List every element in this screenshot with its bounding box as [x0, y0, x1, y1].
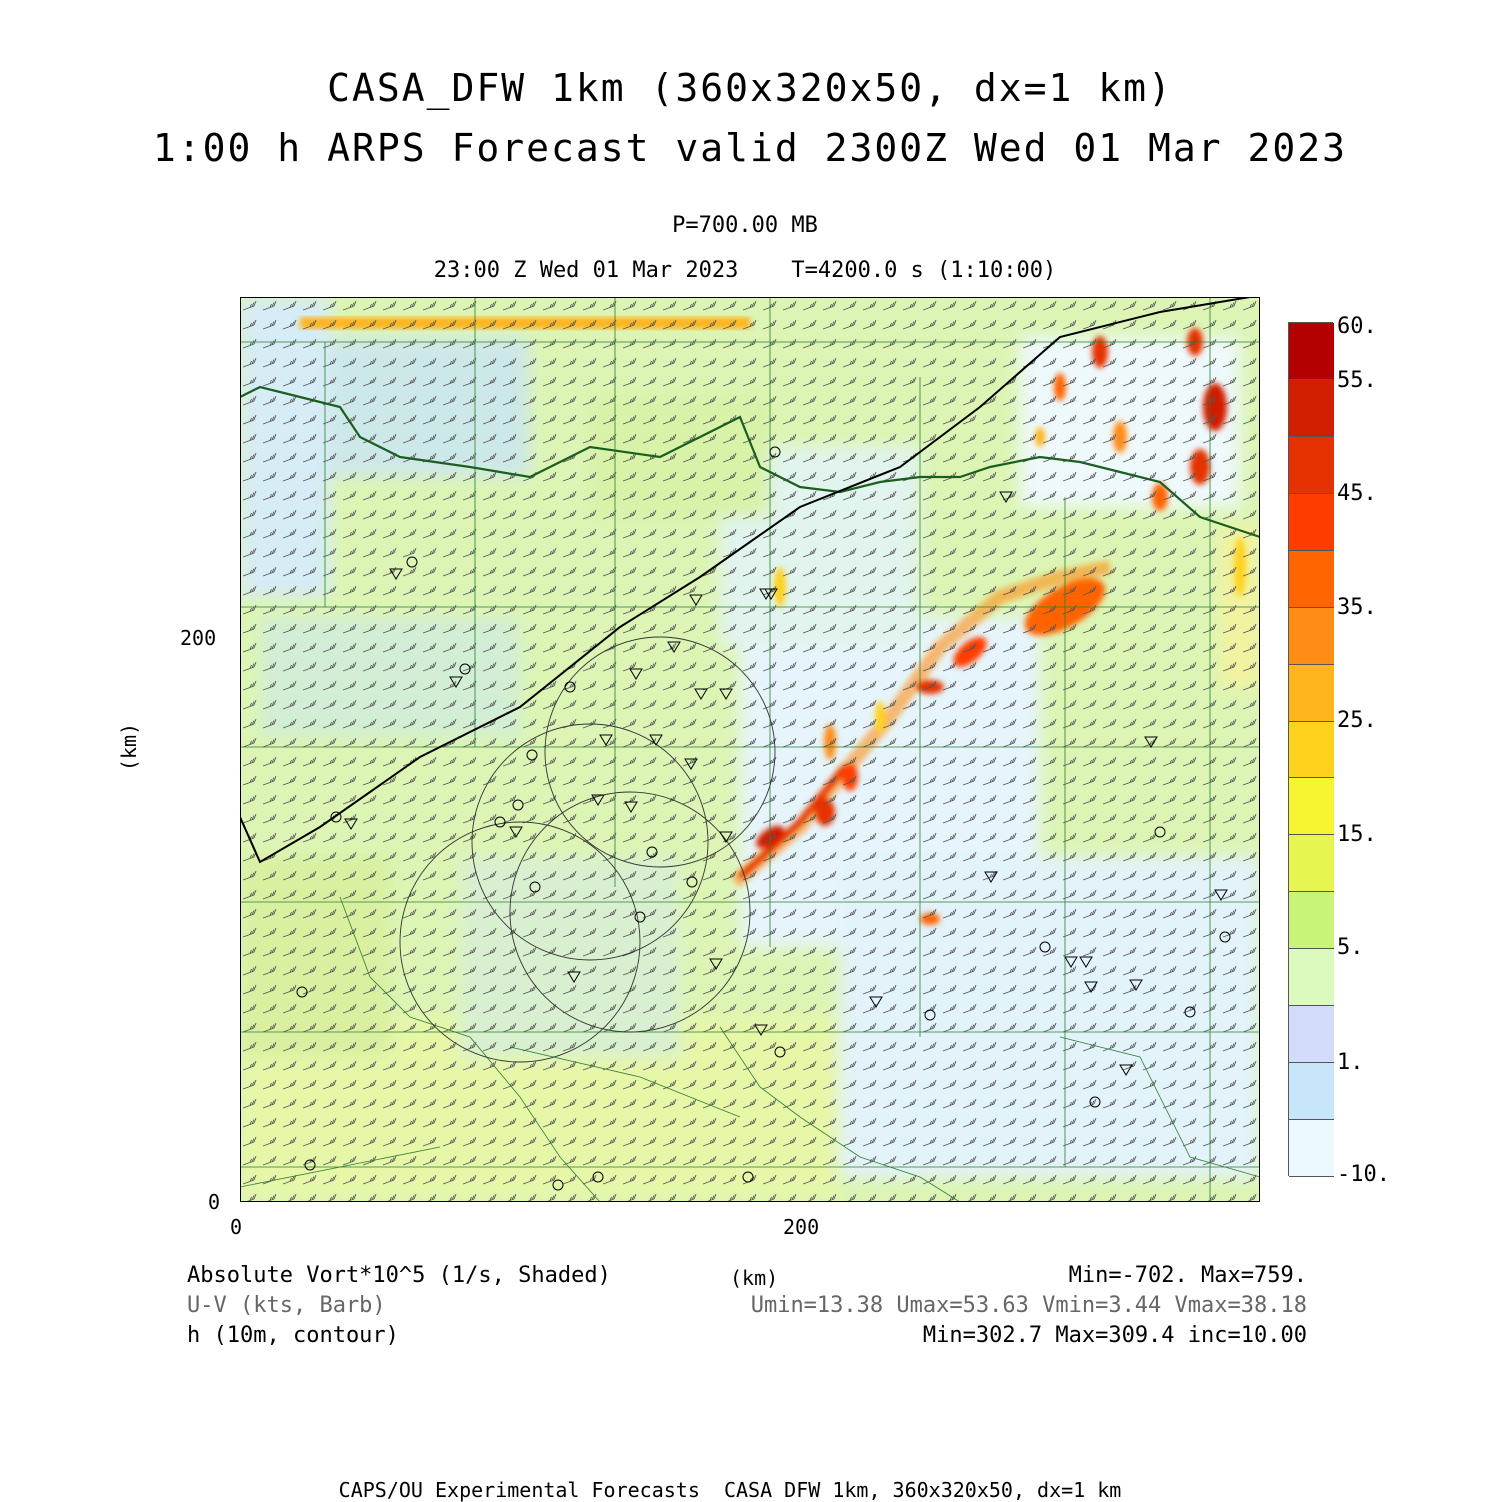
colorbar-swatch	[1289, 1006, 1334, 1063]
legend-field-vorticity: Absolute Vort*10^5 (1/s, Shaded)	[187, 1263, 611, 1288]
colorbar-swatch	[1289, 323, 1334, 380]
colorbar-label: 1.	[1337, 1050, 1364, 1075]
legend-stats-height: Min=302.7 Max=309.4 inc=10.00	[922, 1323, 1307, 1348]
colorbar-swatch	[1289, 835, 1334, 892]
x-tick-label: 0	[230, 1215, 243, 1239]
colorbar-swatch	[1289, 437, 1334, 494]
colorbar-swatch	[1289, 949, 1334, 1006]
x-axis-unit: (km)	[730, 1266, 779, 1290]
colorbar-swatch	[1289, 551, 1334, 608]
valid-time: 23:00 Z Wed 01 Mar 2023 T=4200.0 s (1:10:00)	[433, 258, 1057, 283]
colorbar-swatch	[1289, 380, 1334, 437]
colorbar-swatch	[1289, 494, 1334, 551]
y-tick-label: 0	[208, 1190, 221, 1214]
legend-field-height: h (10m, contour)	[187, 1323, 399, 1348]
colorbar-label: 25.	[1337, 708, 1377, 733]
y-axis-unit: (km)	[117, 722, 142, 772]
colorbar-label: -10.	[1337, 1162, 1390, 1187]
legend-stats-vorticity: Min=-702. Max=759.	[1068, 1263, 1307, 1288]
colorbar-swatch	[1289, 722, 1334, 779]
y-tick-label: 200	[180, 626, 217, 650]
colorbar-label: 5.	[1337, 935, 1364, 960]
forecast-map	[240, 297, 1260, 1202]
colorbar-label: 55.	[1337, 368, 1377, 393]
colorbar-label: 45.	[1337, 481, 1377, 506]
colorbar-label: 60.	[1337, 314, 1377, 339]
colorbar-swatch	[1289, 665, 1334, 722]
colorbar-swatch	[1289, 1120, 1334, 1177]
pressure-level: P=700.00 MB	[672, 213, 818, 238]
title-line-2: 1:00 h ARPS Forecast valid 2300Z Wed 01 Mar 2023	[152, 126, 1348, 170]
legend-field-wind: U-V (kts, Barb)	[187, 1293, 386, 1318]
legend-stats-wind: Umin=13.38 Umax=53.63 Vmin=3.44 Vmax=38.18	[750, 1293, 1307, 1318]
colorbar-swatch	[1289, 1063, 1334, 1120]
colorbar	[1288, 322, 1333, 1176]
colorbar-label: 35.	[1337, 595, 1377, 620]
colorbar-swatch	[1289, 608, 1334, 665]
colorbar-label: 15.	[1337, 822, 1377, 847]
wind-barbs	[240, 297, 1260, 1202]
colorbar-swatch	[1289, 892, 1334, 949]
footer-credit: CAPS/OU Experimental Forecasts CASA DFW 1km, 360x320x50, dx=1 km	[338, 1478, 1122, 1502]
x-tick-label: 200	[783, 1215, 820, 1239]
colorbar-swatch	[1289, 778, 1334, 835]
title-line-1: CASA_DFW 1km (360x320x50, dx=1 km)	[327, 66, 1173, 110]
